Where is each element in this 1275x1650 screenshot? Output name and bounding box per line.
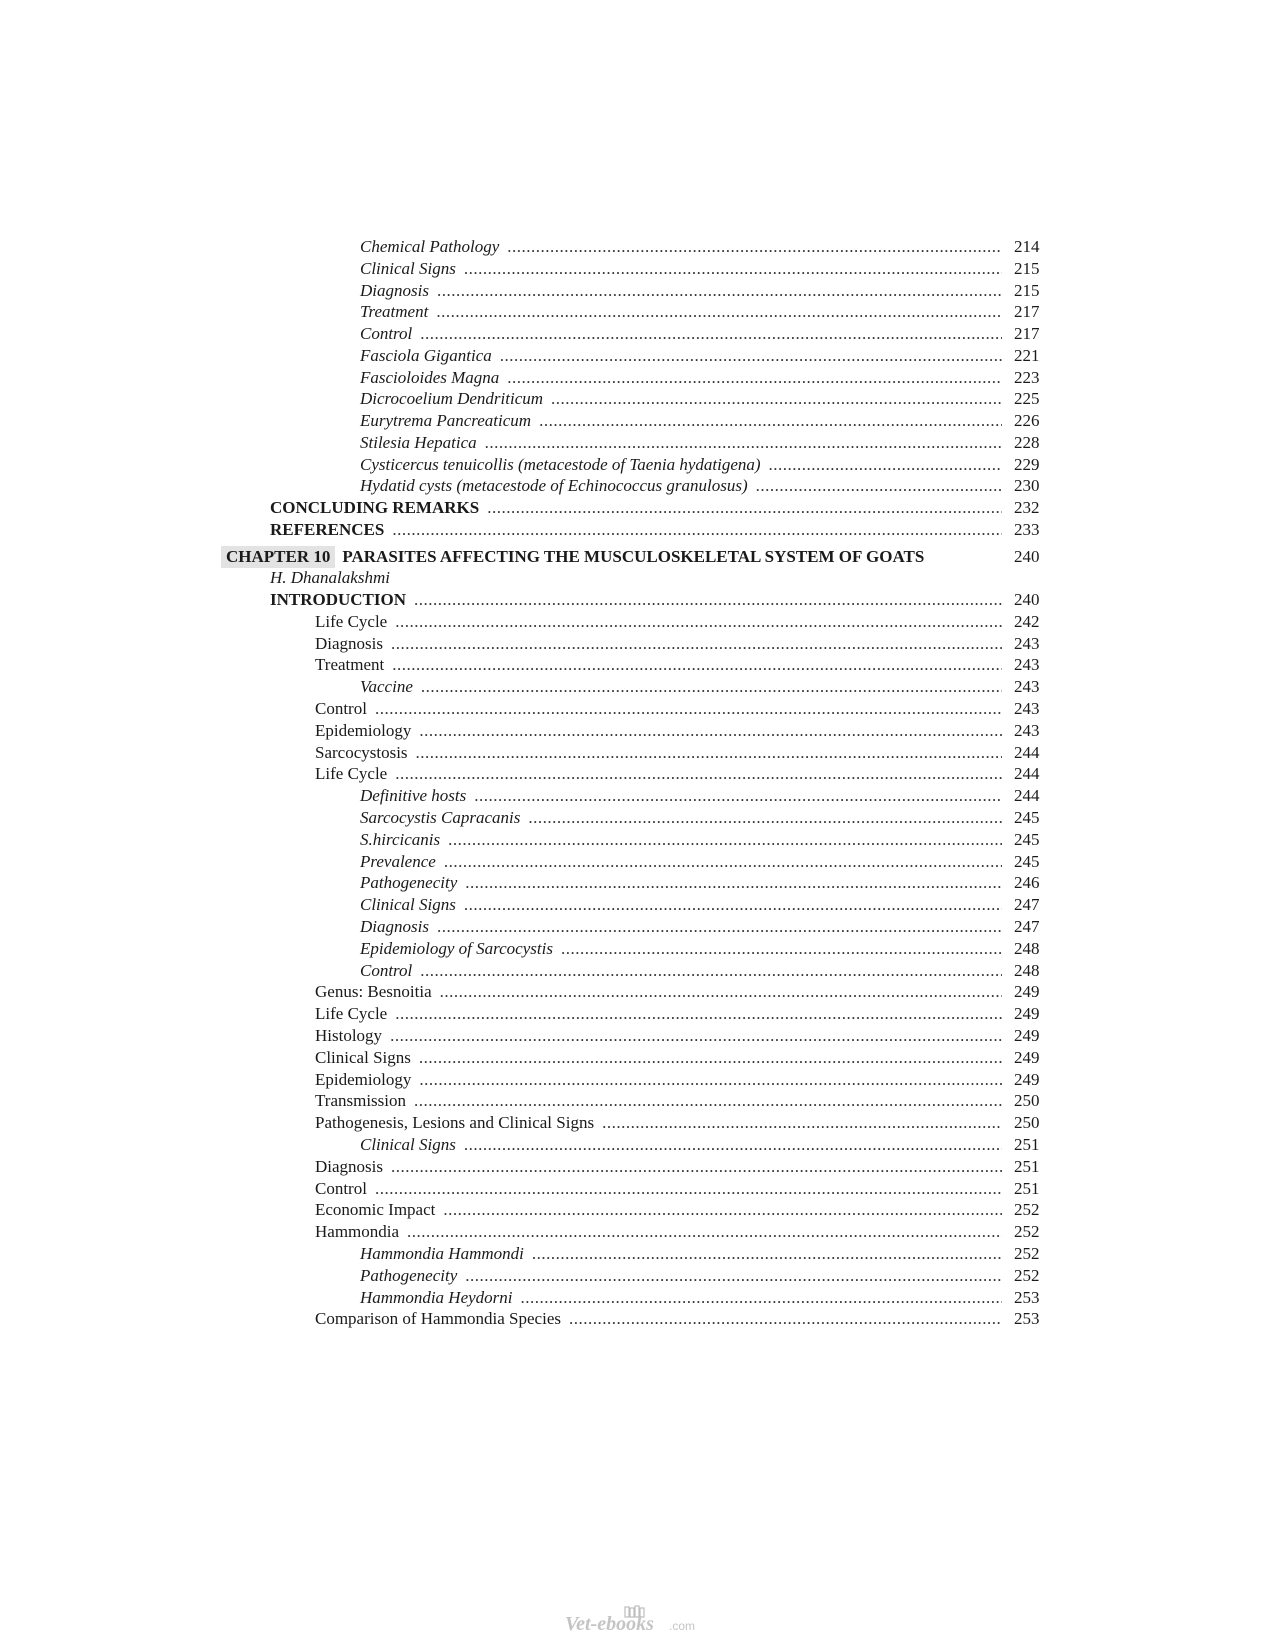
toc-entry-page: 243 [1014, 634, 1040, 653]
toc-entry-page: 244 [1014, 743, 1040, 762]
dot-leader [448, 829, 1002, 851]
toc-entry-page: 221 [1014, 346, 1040, 365]
toc-entry [0, 280, 1275, 302]
dot-leader [464, 258, 1002, 280]
toc-entry [0, 497, 1275, 519]
toc-entry-line [360, 1265, 1002, 1287]
toc-entry-page: 249 [1014, 1026, 1040, 1045]
toc-entry-page: 251 [1014, 1179, 1040, 1198]
dot-leader [419, 1047, 1002, 1069]
toc-entry-title: Epidemiology [315, 1070, 412, 1089]
toc-entry-line [360, 894, 1002, 916]
toc-entry-page: 215 [1014, 259, 1040, 278]
toc-entry-page: 250 [1014, 1113, 1040, 1132]
toc-entry-line [360, 454, 1002, 476]
toc-entry [0, 611, 1275, 633]
toc-entry [0, 916, 1275, 938]
toc-entry-title: Hydatid cysts (metacestode of Echinococcus granulosus) [360, 476, 748, 495]
dot-leader [602, 1112, 1002, 1134]
toc-entry [0, 1178, 1275, 1200]
toc-entry [0, 1243, 1275, 1265]
toc-entry-title: Epidemiology [315, 721, 412, 740]
dot-leader [769, 454, 1002, 476]
toc-entry [0, 1003, 1275, 1025]
toc-entry [0, 345, 1275, 367]
toc-entry-page: 230 [1014, 476, 1040, 495]
toc-entry-title: Economic Impact [315, 1200, 436, 1219]
toc-entry-page: 244 [1014, 764, 1040, 783]
toc-entry-title: Clinical Signs [360, 1135, 456, 1154]
dot-leader [521, 1287, 1002, 1309]
dot-leader [419, 720, 1002, 742]
toc-entry-line [360, 367, 1002, 389]
toc-entry [0, 367, 1275, 389]
toc-entry [0, 676, 1275, 698]
toc-entry-title: INTRODUCTION [270, 590, 407, 609]
toc-entry-line [315, 720, 1002, 742]
toc-entry-title: Diagnosis [360, 281, 429, 300]
toc-entry-title: Dicrocoelium Dendriticum [360, 389, 544, 408]
toc-entry [0, 589, 1275, 611]
toc-entry-page: 252 [1014, 1266, 1040, 1285]
toc-entry-page: 247 [1014, 917, 1040, 936]
toc-entry [0, 1156, 1275, 1178]
toc-entry-page: 248 [1014, 961, 1040, 980]
toc-entry [0, 432, 1275, 454]
toc-entry [0, 519, 1275, 541]
toc-entry-line [360, 323, 1002, 345]
toc-entry-line [270, 589, 1002, 611]
chapter-page: 240 [1014, 547, 1040, 566]
toc-entry-line [360, 676, 1002, 698]
chapter-title: PARASITES AFFECTING THE MUSCULOSKELETAL SYSTEM OF GOATS [342, 547, 925, 566]
toc-entry-line [360, 938, 1002, 960]
toc-entry [0, 785, 1275, 807]
dot-leader [539, 410, 1002, 432]
toc-entry-title: Pathogenecity [360, 1266, 458, 1285]
toc-entry [0, 1221, 1275, 1243]
dot-leader [421, 676, 1002, 698]
toc-entry-title: Pathogenesis, Lesions and Clinical Signs [315, 1113, 595, 1132]
toc-entry [0, 388, 1275, 410]
toc-entry-page: 217 [1014, 324, 1040, 343]
toc-entry-title: Transmission [315, 1091, 407, 1110]
toc-entry-title: Histology [315, 1026, 383, 1045]
dot-leader [465, 1265, 1002, 1287]
toc-entry-page: 226 [1014, 411, 1040, 430]
toc-entry-page: 228 [1014, 433, 1040, 452]
toc-entry-line [315, 1178, 1002, 1200]
toc-entry [0, 1069, 1275, 1091]
dot-leader [391, 1156, 1002, 1178]
toc-entry-title: Treatment [360, 302, 429, 321]
dot-leader [551, 388, 1002, 410]
toc-entry [0, 872, 1275, 894]
toc-entry-title: Stilesia Hepatica [360, 433, 477, 452]
toc-entry-line [360, 785, 1002, 807]
toc-entry-page: 249 [1014, 1070, 1040, 1089]
toc-entry-line [360, 236, 1002, 258]
toc-entry-title: Fasciola Gigantica [360, 346, 492, 365]
toc-entry-page: 232 [1014, 498, 1040, 517]
chapter-author: H. Dhanalakshmi [270, 568, 390, 587]
toc-entry-line [360, 432, 1002, 454]
toc-entry [0, 1090, 1275, 1112]
toc-entry [0, 981, 1275, 1003]
logo-suffix: .com [669, 1619, 696, 1633]
toc-entry-line [315, 1069, 1002, 1091]
toc-entry-line [315, 763, 1002, 785]
toc-entry [0, 323, 1275, 345]
toc-entry-page: 245 [1014, 852, 1040, 871]
toc-entry-line [360, 851, 1002, 873]
dot-leader [487, 497, 1002, 519]
toc-entry-title: Diagnosis [315, 1157, 383, 1176]
toc-entry [0, 1308, 1275, 1330]
dot-leader [444, 851, 1002, 873]
toc-entry-page: 243 [1014, 721, 1040, 740]
toc-entry [0, 742, 1275, 764]
toc-entry [0, 720, 1275, 742]
dot-leader [440, 981, 1002, 1003]
toc-entry-title: Hammondia [315, 1222, 400, 1241]
toc-entry [0, 1287, 1275, 1309]
toc-entry-line [360, 829, 1002, 851]
dot-leader [474, 785, 1002, 807]
dot-leader [561, 938, 1002, 960]
toc-entry-title: Life Cycle [315, 612, 388, 631]
dot-leader [395, 611, 1002, 633]
toc-entry-line [315, 698, 1002, 720]
toc-entry-title: Definitive hosts [360, 786, 467, 805]
toc-entry-title: Sarcocystis Capracanis [360, 808, 521, 827]
dot-leader [437, 916, 1002, 938]
toc-entry-page: 223 [1014, 368, 1040, 387]
watermark-logo [565, 1605, 715, 1635]
toc-entry-page: 252 [1014, 1200, 1040, 1219]
toc-entry-page: 253 [1014, 1288, 1040, 1307]
toc-entry-title: Eurytrema Pancreaticum [360, 411, 532, 430]
toc-entry-page: 240 [1014, 590, 1040, 609]
toc-entry-page: 243 [1014, 655, 1040, 674]
toc-entry-page: 245 [1014, 830, 1040, 849]
toc-entry-title: Life Cycle [315, 764, 388, 783]
toc-entry-page: 214 [1014, 237, 1040, 256]
toc-entry-title: Hammondia Heydorni [360, 1288, 513, 1307]
dot-leader [395, 1003, 1002, 1025]
dot-leader [500, 345, 1002, 367]
logo-text: Vet-ebooks [565, 1613, 654, 1635]
toc-entry [0, 236, 1275, 258]
dot-leader [392, 654, 1002, 676]
chapter-heading [0, 546, 1275, 568]
toc-entry-page: 248 [1014, 939, 1040, 958]
toc-entry [0, 1199, 1275, 1221]
toc-entry-title: S.hircicanis [360, 830, 441, 849]
toc-entry-page: 249 [1014, 982, 1040, 1001]
toc-entry-title: Clinical Signs [315, 1048, 411, 1067]
dot-leader [407, 1221, 1002, 1243]
toc-entry-line [315, 1221, 1002, 1243]
toc-entry-line [360, 258, 1002, 280]
toc-entry-page: 249 [1014, 1004, 1040, 1023]
toc-entry-line [315, 1156, 1002, 1178]
toc-entry [0, 829, 1275, 851]
toc-entry-line [360, 960, 1002, 982]
toc-entry-page: 249 [1014, 1048, 1040, 1067]
dot-leader [416, 742, 1002, 764]
toc-entry-page: 253 [1014, 1309, 1040, 1328]
toc-entry [0, 654, 1275, 676]
toc-entry-page: 217 [1014, 302, 1040, 321]
dot-leader [464, 1134, 1002, 1156]
toc-entry-title: Cysticercus tenuicollis (metacestode of Taenia hydatigena) [360, 455, 761, 474]
dot-leader [443, 1199, 1002, 1221]
toc-entry [0, 698, 1275, 720]
toc-entry-line [360, 872, 1002, 894]
dot-leader [419, 1069, 1002, 1091]
dot-leader [569, 1308, 1002, 1330]
toc-entry-page: 246 [1014, 873, 1040, 892]
toc-entry-page: 251 [1014, 1135, 1040, 1154]
toc-entry-line [360, 916, 1002, 938]
toc-entry-line [315, 1308, 1002, 1330]
toc-entry-title: Diagnosis [315, 634, 383, 653]
toc-entry-page: 243 [1014, 699, 1040, 718]
toc-entry-line [315, 633, 1002, 655]
toc-entry-line [270, 519, 1002, 541]
dot-leader [414, 1090, 1002, 1112]
toc-entry [0, 1047, 1275, 1069]
toc-entry-line [360, 280, 1002, 302]
chapter-label: CHAPTER 10 [221, 546, 335, 568]
toc-entry-line [360, 807, 1002, 829]
toc-entry-page: 245 [1014, 808, 1040, 827]
dot-leader [465, 872, 1002, 894]
toc-entry-line [315, 981, 1002, 1003]
toc-entry-title: Hammondia Hammondi [360, 1244, 524, 1263]
toc-entry-line [315, 611, 1002, 633]
toc-entry-title: Genus: Besnoitia [315, 982, 432, 1001]
dot-leader [375, 1178, 1002, 1200]
toc-entry-title: Comparison of Hammondia Species [315, 1309, 561, 1328]
toc-entry-line [315, 1199, 1002, 1221]
toc-entry-page: 229 [1014, 455, 1040, 474]
toc-entry [0, 960, 1275, 982]
toc-entry-page: 225 [1014, 389, 1040, 408]
toc-entry-line [360, 1243, 1002, 1265]
toc-entry [0, 851, 1275, 873]
toc-entry [0, 475, 1275, 497]
toc-entry-line [315, 1025, 1002, 1047]
toc-entry [0, 1265, 1275, 1287]
toc-entry-title: Epidemiology of Sarcocystis [360, 939, 553, 958]
dot-leader [532, 1243, 1002, 1265]
dot-leader [390, 1025, 1002, 1047]
toc-entry-line [360, 410, 1002, 432]
chapter-heading-line [226, 546, 1006, 568]
toc-entry-title: Vaccine [360, 677, 413, 696]
dot-leader [464, 894, 1002, 916]
toc-entry-title: Control [315, 699, 367, 718]
toc-entry-page: 247 [1014, 895, 1040, 914]
toc-entry [0, 410, 1275, 432]
toc-entry [0, 633, 1275, 655]
toc-entry-line [315, 742, 1002, 764]
toc-entry-line [315, 1003, 1002, 1025]
toc-entry [0, 258, 1275, 280]
dot-leader [756, 475, 1002, 497]
toc-entry-line [315, 1047, 1002, 1069]
toc-entry-page: 242 [1014, 612, 1040, 631]
dot-leader [395, 763, 1002, 785]
toc-entry-line [360, 1134, 1002, 1156]
toc-entry-page: 233 [1014, 520, 1040, 539]
dot-leader [420, 323, 1002, 345]
toc-entry-page: 251 [1014, 1157, 1040, 1176]
toc-entry-line [315, 654, 1002, 676]
dot-leader [436, 301, 1002, 323]
toc-entry-line [360, 1287, 1002, 1309]
toc-entry-title: Fascioloides Magna [360, 368, 500, 387]
toc-entry [0, 1134, 1275, 1156]
toc-entry-page: 252 [1014, 1244, 1040, 1263]
toc-entry-page: 252 [1014, 1222, 1040, 1241]
toc-entry-line [315, 1090, 1002, 1112]
toc-entry-title: Treatment [315, 655, 385, 674]
toc-entry-line [360, 388, 1002, 410]
dot-leader [437, 280, 1002, 302]
toc-entry-title: Chemical Pathology [360, 237, 500, 256]
toc-entry [0, 454, 1275, 476]
toc-entry-title: Control [315, 1179, 367, 1198]
toc-entry-title: Clinical Signs [360, 259, 456, 278]
toc-entry-title: Diagnosis [360, 917, 429, 936]
toc-entry-title: CONCLUDING REMARKS [270, 498, 480, 517]
toc-entry-line [360, 475, 1002, 497]
toc-entry-page: 250 [1014, 1091, 1040, 1110]
dot-leader [391, 633, 1002, 655]
toc-entry-title: Prevalence [360, 852, 436, 871]
toc-entry-title: Control [360, 961, 413, 980]
toc-entry-page: 215 [1014, 281, 1040, 300]
dot-leader [528, 807, 1002, 829]
toc-entry [0, 763, 1275, 785]
toc-entry [0, 301, 1275, 323]
dot-leader [414, 589, 1002, 611]
toc-entry-line [270, 497, 1002, 519]
dot-leader [375, 698, 1002, 720]
toc-entry-title: Control [360, 324, 413, 343]
toc-entry-page: 243 [1014, 677, 1040, 696]
toc-entry [0, 807, 1275, 829]
toc-entry-title: Clinical Signs [360, 895, 456, 914]
toc-entry [0, 1025, 1275, 1047]
dot-leader [507, 236, 1002, 258]
toc-entry-line [360, 345, 1002, 367]
toc-entry-line [360, 301, 1002, 323]
toc-entry-page: 244 [1014, 786, 1040, 805]
dot-leader [392, 519, 1002, 541]
toc-entry [0, 894, 1275, 916]
toc-entry [0, 1112, 1275, 1134]
toc-entry [0, 938, 1275, 960]
toc-entry-line [315, 1112, 1002, 1134]
dot-leader [507, 367, 1002, 389]
toc-entry-title: REFERENCES [270, 520, 385, 539]
toc-entry-title: Life Cycle [315, 1004, 388, 1023]
dot-leader [420, 960, 1002, 982]
dot-leader [485, 432, 1002, 454]
toc-entry-title: Sarcocystosis [315, 743, 408, 762]
toc-entry-title: Pathogenecity [360, 873, 458, 892]
